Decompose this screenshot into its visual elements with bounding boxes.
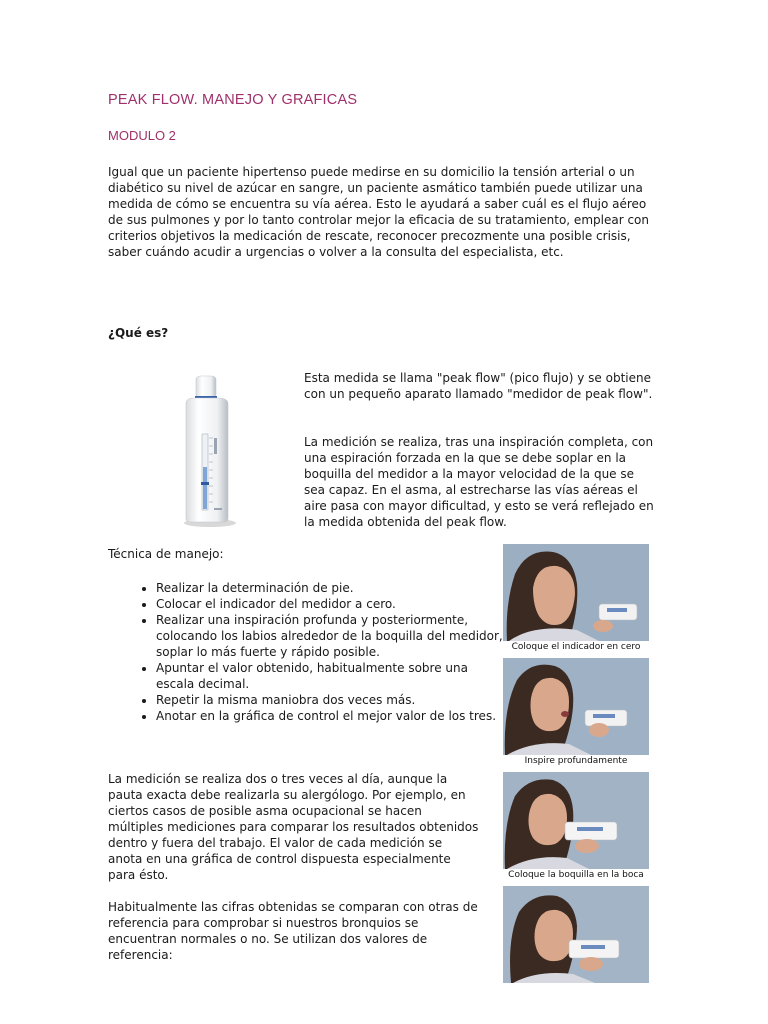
list-item: • Repetir la misma maniobra dos veces más. — [156, 692, 506, 708]
list-item: • Colocar el indicador del medidor a cero. — [156, 596, 506, 612]
list-item: • Apuntar el valor obtenido, habitualmente sobre una escala decimal. — [156, 660, 506, 692]
module-subtitle: MODULO 2 — [108, 128, 176, 143]
what-is-paragraph-1: Esta medida se llama "peak flow" (pico flujo) y se obtiene con un pequeño aparato llamado "medidor de peak flow". — [304, 371, 653, 401]
photo-step-mouthpiece — [503, 772, 649, 880]
list-item: • Realizar la determinación de pie. — [156, 580, 506, 596]
patient-photo — [503, 886, 649, 983]
photo-step-blow — [503, 886, 649, 984]
peak-flow-meter-image — [176, 372, 244, 528]
technique-steps-list — [128, 580, 506, 724]
intro-paragraph: Igual que un paciente hipertenso puede medirse en su domicilio la tensión arterial o un diabético su nivel de azúcar en sangre, un paciente asmático también puede utilizar una medida de cómo se encuentra su vía aérea. Esto le ayudará a saber cuál es el flujo aéreo de sus pulmones y por lo tanto controlar mejor la eficacia de su tratamiento, emplear con criterios objetivos la medicación de rescate, reconocer precozmente una posible crisis, saber cuándo acudir a urgencias o volver a la consulta del especialista, etc. — [108, 165, 649, 259]
list-item: • Realizar una inspiración profunda y posteriormente, colocando los labios alrededor de la boquilla del medidor, soplar lo más fuerte y rápido posible. — [156, 612, 506, 660]
photo-step-inspire — [503, 658, 649, 766]
reference-paragraph: Habitualmente las cifras obtenidas se comparan con otras de referencia para comprobar si nuestros bronquios se encuentran normales o no. Se utilizan dos valores de referencia: — [108, 900, 478, 962]
photo-caption: Coloque la boquilla en la boca — [508, 870, 644, 880]
patient-photo — [503, 544, 649, 641]
page-title: PEAK FLOW. MANEJO Y GRAFICAS — [108, 92, 358, 108]
measurement-paragraph: La medición se realiza dos o tres veces al día, aunque la pauta exacta debe realizarla su alergólogo. Por ejemplo, en ciertos casos de posible asma ocupacional se hacen múltiples mediciones para comparar los resultados obtenidos dentro y fuera del trabajo. El valor de cada medición se anota en una gráfica de control dispuesta especialmente para ésto. — [108, 772, 479, 882]
list-item: • Anotar en la gráfica de control el mejor valor de los tres. — [156, 708, 506, 724]
photo-caption: Coloque el indicador en cero — [511, 642, 641, 652]
technique-heading: Técnica de manejo: — [108, 547, 224, 561]
what-is-heading: ¿Qué es? — [108, 326, 169, 340]
patient-photo — [503, 772, 649, 869]
photo-step-zero-indicator — [503, 544, 649, 652]
photo-caption: Inspire profundamente — [524, 756, 628, 766]
patient-photo — [503, 658, 649, 755]
what-is-paragraph-2: La medición se realiza, tras una inspiración completa, con una espiración forzada en la que se debe soplar en la boquilla del medidor a la mayor velocidad de la que se sea capaz. En el asma, al estrecharse las vías aéreas el aire pasa con mayor dificultad, y esto se verá reflejado en la medida obtenida del peak flow. — [304, 435, 654, 529]
